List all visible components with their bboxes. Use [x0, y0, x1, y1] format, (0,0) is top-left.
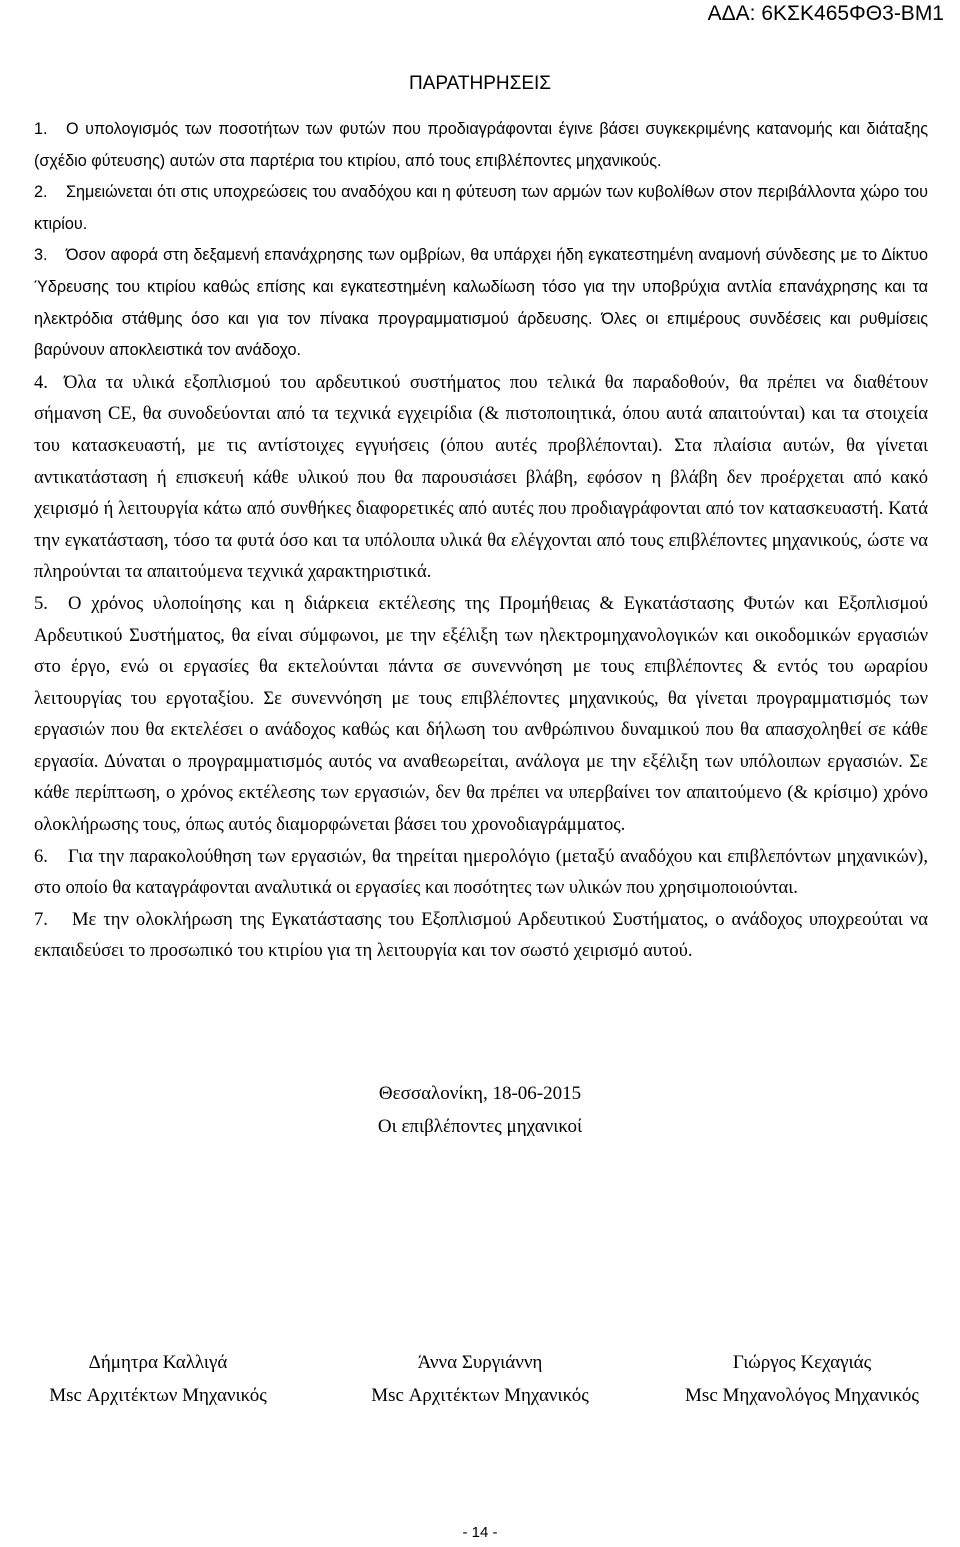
signatory: [20, 1346, 296, 1412]
notes-list: [34, 114, 928, 967]
signatory-name: Δήμητρα Καλλιγά: [88, 1352, 228, 1373]
signers-title: Οι επιβλέποντες μηχανικοί: [377, 1116, 583, 1137]
ada-code: ΑΔΑ: 6ΚΣΚ465ΦΘ3-ΒΜ1: [707, 2, 944, 25]
note-number: 7.: [34, 908, 48, 930]
note-item: [34, 240, 928, 366]
signatories: [0, 1346, 960, 1416]
note-number: 6.: [34, 845, 48, 867]
signatory-title: Msc Αρχιτέκτων Μηχανικός: [49, 1385, 267, 1406]
note-item: [34, 367, 928, 588]
note-number: 1.: [34, 120, 48, 138]
signatory: [342, 1346, 618, 1412]
note-text: Με την ολοκλήρωση της Εγκατάστασης του Εξοπλισμού Αρδευτικού Συστήματος, ο ανάδοχος υποχρεούται να εκπαιδεύσει το προσωπικό του κτιρίου για τη λειτουργία και τον σωστό χειρισμό αυτού.: [34, 908, 928, 962]
note-item: [34, 841, 928, 904]
note-item: [34, 177, 928, 240]
signatory-name: Άννα Συργιάννη: [417, 1352, 543, 1373]
signatory-title: Msc Μηχανολόγος Μηχανικός: [685, 1385, 919, 1406]
note-number: 4.: [34, 371, 48, 393]
note-number: 3.: [34, 246, 48, 265]
note-number: 5.: [34, 592, 48, 614]
place-date: Θεσσαλονίκη, 18-06-2015: [378, 1083, 582, 1104]
note-item: [34, 904, 928, 967]
document-heading: ΠΑΡΑΤΗΡΗΣΕΙΣ: [408, 73, 552, 94]
page-number: - 14 -: [462, 1524, 498, 1541]
signature-block: [0, 1077, 960, 1143]
signatory-title: Msc Αρχιτέκτων Μηχανικός: [371, 1385, 589, 1406]
note-text: Όλα τα υλικά εξοπλισμού του αρδευτικού συστήματος που τελικά θα παραδοθούν, θα πρέπει να διαθέτουν σήμανση CE, θα συνοδεύονται από τα τεχνικά εγχειρίδια (& πιστοποιητικά, όπου αυτά απαιτούνται) και τα στοιχεία του κατασκευαστή, με τις αντίστοιχες εγγυήσεις (όπου αυτές προβλέπονται). Στα πλαίσια αυτών, θα γίνεται αντικατάσταση ή επισκευή κάθε υλικού που θα παρουσιάσει βλάβη, εφόσον η βλάβη δεν προέρχεται από κακό χειρισμό ή λειτουργία κάτω από συνθήκες διαφορετικές από αυτές που προδιαγράφονται από τον κατασκευαστή. Κατά την εγκατάσταση, τόσο τα φυτά όσο και τα υπόλοιπα υλικά θα ελέγχονται από τους επιβλέποντες μηχανικούς, ώστε να πληρούνται τα απαιτούμενα τεχνικά χαρακτηριστικά.: [34, 371, 928, 583]
signatory: [652, 1346, 952, 1412]
note-text: Όσον αφορά στη δεξαμενή επανάχρησης των ομβρίων, θα υπάρχει ήδη εγκατεστημένη αναμονή σύνδεσης με το Δίκτυο Ύδρευσης του κτιρίου καθώς επίσης και εγκατεστημένη καλωδίωση τόσο για την υποβρύχια αντλία επανάχρησης και τα ηλεκτρόδια στάθμης όσο και για τον πίνακα προγραμματισμού άρδευσης. Όλες οι επιμέρους συνδέσεις και ρυθμίσεις βαρύνουν αποκλειστικά τον ανάδοχο.: [34, 246, 928, 360]
note-text: Για την παρακολούθηση των εργασιών, θα τηρείται ημερολόγιο (μεταξύ αναδόχου και επιβλεπόντων μηχανικών), στο οποίο θα καταγράφονται αναλυτικά οι εργασίες και ποσότητες των υλικών που χρησιμοποιούνται.: [34, 845, 928, 899]
note-item: [34, 588, 928, 841]
note-text: Σημειώνεται ότι στις υποχρεώσεις του αναδόχου και η φύτευση των αρμών των κυβολίθων στον περιβάλλοντα χώρο του κτιρίου.: [34, 183, 928, 233]
signatory-name: Γιώργος Κεχαγιάς: [732, 1352, 872, 1373]
note-number: 2.: [34, 183, 48, 202]
note-text: Ο χρόνος υλοποίησης και η διάρκεια εκτέλεσης της Προμήθειας & Εγκατάστασης Φυτών και Εξοπλισμού Αρδευτικού Συστήματος, θα είναι σύμφωνοι, με την εξέλιξη των ηλεκτρομηχανολογικών και οικοδομικών εργασιών στο έργο, ενώ οι εργασίες θα εκτελούνται πάντα σε συνεννόηση με τους επιβλέποντες & εντός του ωραρίου λειτουργίας του εργοταξίου. Σε συνεννόηση με τους επιβλέποντες μηχανικούς, θα γίνεται προγραμματισμός των εργασιών που θα εκτελέσει ο ανάδοχος καθώς και δήλωση του ανθρώπινου δυναμικού που θα απασχοληθεί σε κάθε εργασία. Δύναται ο προγραμματισμός αυτός να αναθεωρείται, ανάλογα με την εξέλιξη των υπόλοιπων εργασιών. Σε κάθε περίπτωση, ο χρόνος εκτέλεσης των εργασιών, δεν θα πρέπει να υπερβαίνει τον απαιτούμενο (& κρίσιμο) χρόνο ολοκλήρωσης τους, όπως αυτός διαμορφώνεται βάσει του χρονοδιαγράμματος.: [34, 592, 928, 836]
note-text: Ο υπολογισμός των ποσοτήτων των φυτών που προδιαγράφονται έγινε βάσει συγκεκριμένης κατανομής και διάταξης (σχέδιο φύτευσης) αυτών στα παρτέρια του κτιρίου, από τους επιβλέποντες μηχανικούς.: [34, 120, 928, 170]
note-item: [34, 114, 928, 177]
